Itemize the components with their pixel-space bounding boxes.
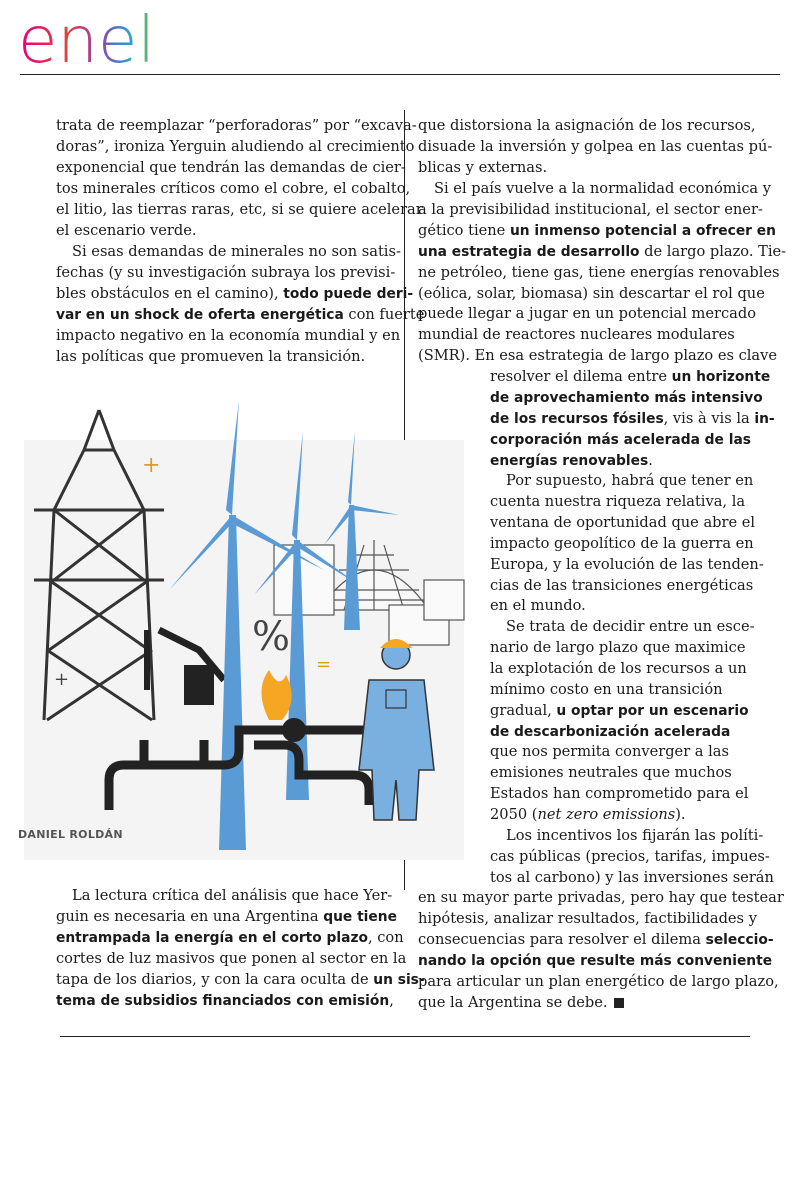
header-rule: [20, 74, 780, 75]
right-paragraph-4: Por supuesto, habrá que tener en cuenta nuestra riqueza relativa, la ventana de oportunidad que abre el impacto geopolítico de la guerra en Europa, y la evolución de las tenden- cias de las transiciones energéticas en el mundo.: [490, 472, 764, 615]
equals-symbol: =: [316, 654, 332, 675]
percent-symbol: %: [252, 614, 291, 660]
footer-rule: [60, 1036, 750, 1037]
plus-symbol: +: [142, 453, 161, 478]
right-paragraph-5: Se trata de decidir entre un esce- nario de largo plazo que maximice la explotación de los recursos a un mínimo costo en una transición gradual, u optar por un escenario de descarbonización acelerada que nos permita converger a las emisiones neutrales que muchos Estados han comprometido para el 2050 (net zero emissions).: [490, 618, 755, 824]
left-paragraph-1: trata de reemplazar “perforadoras” por “excava- doras”, ironiza Yerguin aludiendo al crecimiento exponencial que tendrán las demandas de cier- tos minerales críticos como el cobre, el cobalto, el litio, las tierras raras, etc, si se quiere acelerar el escenario verde.: [56, 117, 423, 239]
right-paragraph-7: en su mayor parte privadas, pero hay que testear hipótesis, analizar resultados, factibilidades y consecuencias para resolver el dilema seleccio- nando la opción que resulte más conveniente para articular un plan energético de largo plazo, que la Argentina se debe.: [418, 889, 784, 1011]
right-paragraph-6: Los incentivos los fijarán las políti- cas públicas (precios, tarifas, impues- tos al carbono) y las inversiones serán: [490, 827, 774, 886]
logo-wordmark: enel: [18, 6, 156, 70]
illustration-credit: DANIEL ROLDÁN: [18, 828, 123, 841]
right-paragraph-3: resolver el dilema entre un horizonte de aprovechamiento más intensivo de los recursos fósiles, vis à vis la in- corporación más acelerada de las energías renovables.: [490, 368, 775, 469]
right-paragraph-2: Si el país vuelve a la normalidad económica y a la previsibilidad institucional, el sector ener- gético tiene un inmenso potencial a ofrecer en una estrategia de desarrollo de largo plazo. Tie- ne petróleo, tiene gas, tiene energías renovables (eólica, solar, biomasa) sin descartar el rol que puede llegar a jugar en un potencial mercado mundial de reactores nucleares modulares (SMR). En esa estrategia de largo plazo es clave: [418, 180, 787, 365]
valve-icon: [282, 718, 306, 742]
end-mark-icon: [614, 998, 624, 1008]
enel-logo: [18, 6, 188, 70]
left-paragraph-2: Si esas demandas de minerales no son satis- fechas (y su investigación subraya los previsi- bles obstáculos en el camino), todo puede deri- var en un shock de oferta energética con fuerte impacto negativo en la economía mundial y en las políticas que promueven la transición.: [56, 243, 425, 365]
right-paragraph-1: que distorsiona la asignación de los recursos, disuade la inversión y golpea en las cuentas pú- blicas y externas.: [418, 117, 773, 176]
energy-illustration: [24, 380, 474, 870]
left-paragraph-3: La lectura crítica del análisis que hace Yer- guin es necesaria en una Argentina que tiene entrampada la energía en el corto plazo, con cortes de luz masivos que ponen al sector en la tapa de los diarios, y con la cara oculta de un sis- tema de subsidios financiados con emisión,: [56, 887, 425, 1009]
small-plus-symbol: +: [54, 669, 70, 690]
